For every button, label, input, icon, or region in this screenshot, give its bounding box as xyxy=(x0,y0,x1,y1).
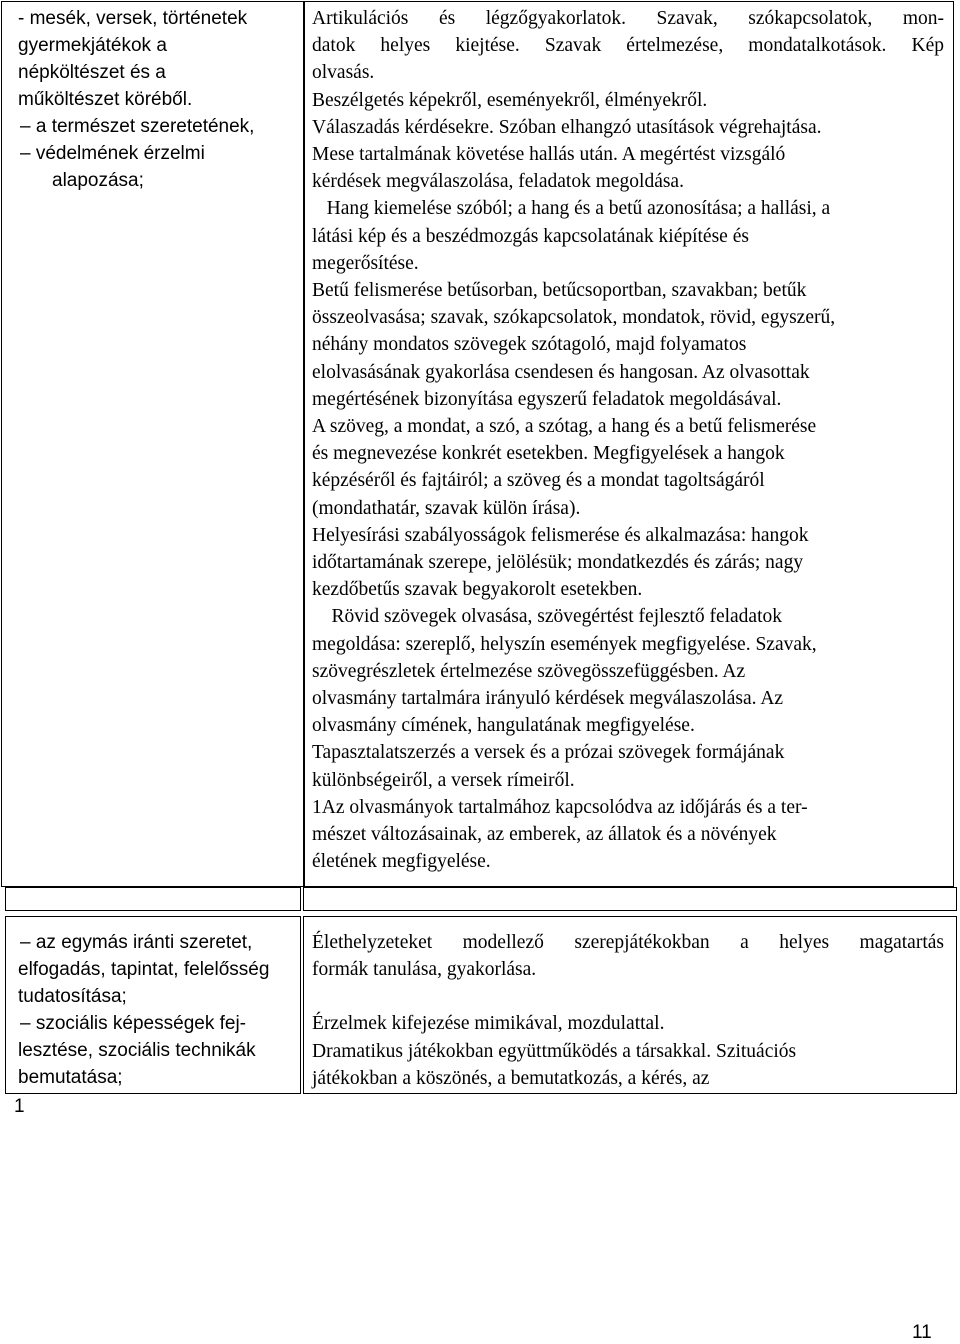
text-line: gyermekjátékok a xyxy=(18,35,167,56)
text-line: elfogadás, tapintat, felelősség xyxy=(18,959,270,980)
text-line: megértésének bizonyítása egyszerű feladatok megoldásával. xyxy=(312,388,782,410)
text-line: néhány mondatos szövegek szótagoló, majd folyamatos xyxy=(312,334,747,356)
text-line: – védelmének érzelmi xyxy=(20,143,205,164)
footnote-marker: 1 xyxy=(14,1096,25,1117)
text-line: A szöveg, a mondat, a szó, a szótag, a hang és a betű felismerése xyxy=(312,416,817,438)
text-line: összeolvasása; szavak, szókapcsolatok, mondatok, rövid, egyszerű, xyxy=(312,307,836,329)
text-line: tudatosítása; xyxy=(18,986,127,1007)
text-line: Artikulációs és légzőgyakorlatok. Szavak, szókapcsolatok, mon- xyxy=(312,8,944,29)
page-number: 11 xyxy=(912,1322,932,1343)
text-line: látási kép és a beszédmozgás kapcsolatának kiépítése és xyxy=(312,225,749,247)
bottom-left-text xyxy=(18,929,303,1091)
text-line: játékokban a köszönés, a bemutatkozás, a kérés, az xyxy=(312,1067,710,1089)
text-line: – a természet szeretetének, xyxy=(20,116,255,137)
text-line: Betű felismerése betűsorban, betűcsoportban, szavakban; betűk xyxy=(312,280,807,302)
text-line: Helyesírási szabályosságok felismerése és alkalmazása: hangok xyxy=(312,524,809,546)
top-right-text xyxy=(312,5,944,876)
text-line: alapozása; xyxy=(52,170,144,191)
text-line: megoldása: szereplő, helyszín események megfigyelése. Szavak, xyxy=(312,633,817,655)
text-line: különbségeiről, a versek rímeiről. xyxy=(312,769,575,791)
text-line: kérdések megválaszolása, feladatok megoldása. xyxy=(312,171,684,193)
table-empty-right-cell xyxy=(303,887,957,911)
text-line: bemutatása; xyxy=(18,1067,123,1088)
text-line: Válaszadás kérdésekre. Szóban elhangzó utasítások végrehajtása. xyxy=(312,116,822,138)
text-line: mészet változásainak, az emberek, az állatok és a növények xyxy=(312,824,777,846)
text-line: Beszélgetés képekről, eseményekről, élményekről. xyxy=(312,89,708,111)
text-line: - mesék, versek, történetek xyxy=(18,8,248,29)
text-line: datok helyes kiejtése. Szavak értelmezése, mondatalkotások. Kép xyxy=(312,35,944,57)
text-line: (mondathatár, szavak külön írása). xyxy=(312,497,581,519)
text-line: szövegrészletek értelmezése szövegösszefüggésben. Az xyxy=(312,660,746,682)
text-line: képzéséről és fajtáiról; a szöveg és a mondat tagoltságáról xyxy=(312,470,765,492)
text-line: Érzelmek kifejezése mimikával, mozdulattal. xyxy=(312,1013,665,1035)
text-line: lesztése, szociális technikák xyxy=(18,1040,256,1061)
text-line: Dramatikus játékokban együttműködés a társakkal. Szituációs xyxy=(312,1040,797,1062)
text-line: Tapasztalatszerzés a versek és a prózai szövegek formájának xyxy=(312,742,785,764)
text-line: Élethelyzeteket modellező szerepjátékokban a helyes magatartás xyxy=(312,932,944,953)
text-line: népköltészet és a xyxy=(18,62,166,83)
text-line: 1Az olvasmányok tartalmához kapcsolódva az időjárás és a ter- xyxy=(312,796,808,818)
text-line: elolvasásának gyakorlása csendesen és hangosan. Az olvasottak xyxy=(312,361,810,383)
text-line: Rövid szövegek olvasása, szövegértést fejlesztő feladatok xyxy=(312,606,783,628)
text-line: – szociális képességek fej- xyxy=(20,1013,246,1034)
text-line: Mese tartalmának követése hallás után. A megértést vizsgáló xyxy=(312,144,786,166)
text-line xyxy=(312,983,944,1010)
top-left-text xyxy=(18,5,303,194)
table-empty-left-cell xyxy=(5,887,301,911)
text-line: kezdőbetűs szavak begyakorolt esetekben. xyxy=(312,579,643,601)
text-line: olvasmány tartalmára irányuló kérdések megválaszolása. Az xyxy=(312,688,784,710)
text-line: életének megfigyelése. xyxy=(312,851,491,873)
text-line: megerősítése. xyxy=(312,252,419,274)
text-line: olvasás. xyxy=(312,62,375,84)
text-line: műköltészet köréből. xyxy=(18,89,193,110)
text-line: olvasmány címének, hangulatának megfigyelése. xyxy=(312,715,695,737)
text-line: és megnevezése konkrét esetekben. Megfigyelések a hangok xyxy=(312,443,785,465)
text-line: időtartamának szerepe, jelölésük; mondatkezdés és zárás; nagy xyxy=(312,552,804,574)
text-line: – az egymás iránti szeretet, xyxy=(20,932,253,953)
text-line: Hang kiemelése szóból; a hang és a betű azonosítása; a hallási, a xyxy=(312,198,831,220)
bottom-right-text xyxy=(312,929,944,1092)
text-line: formák tanulása, gyakorlása. xyxy=(312,959,537,981)
